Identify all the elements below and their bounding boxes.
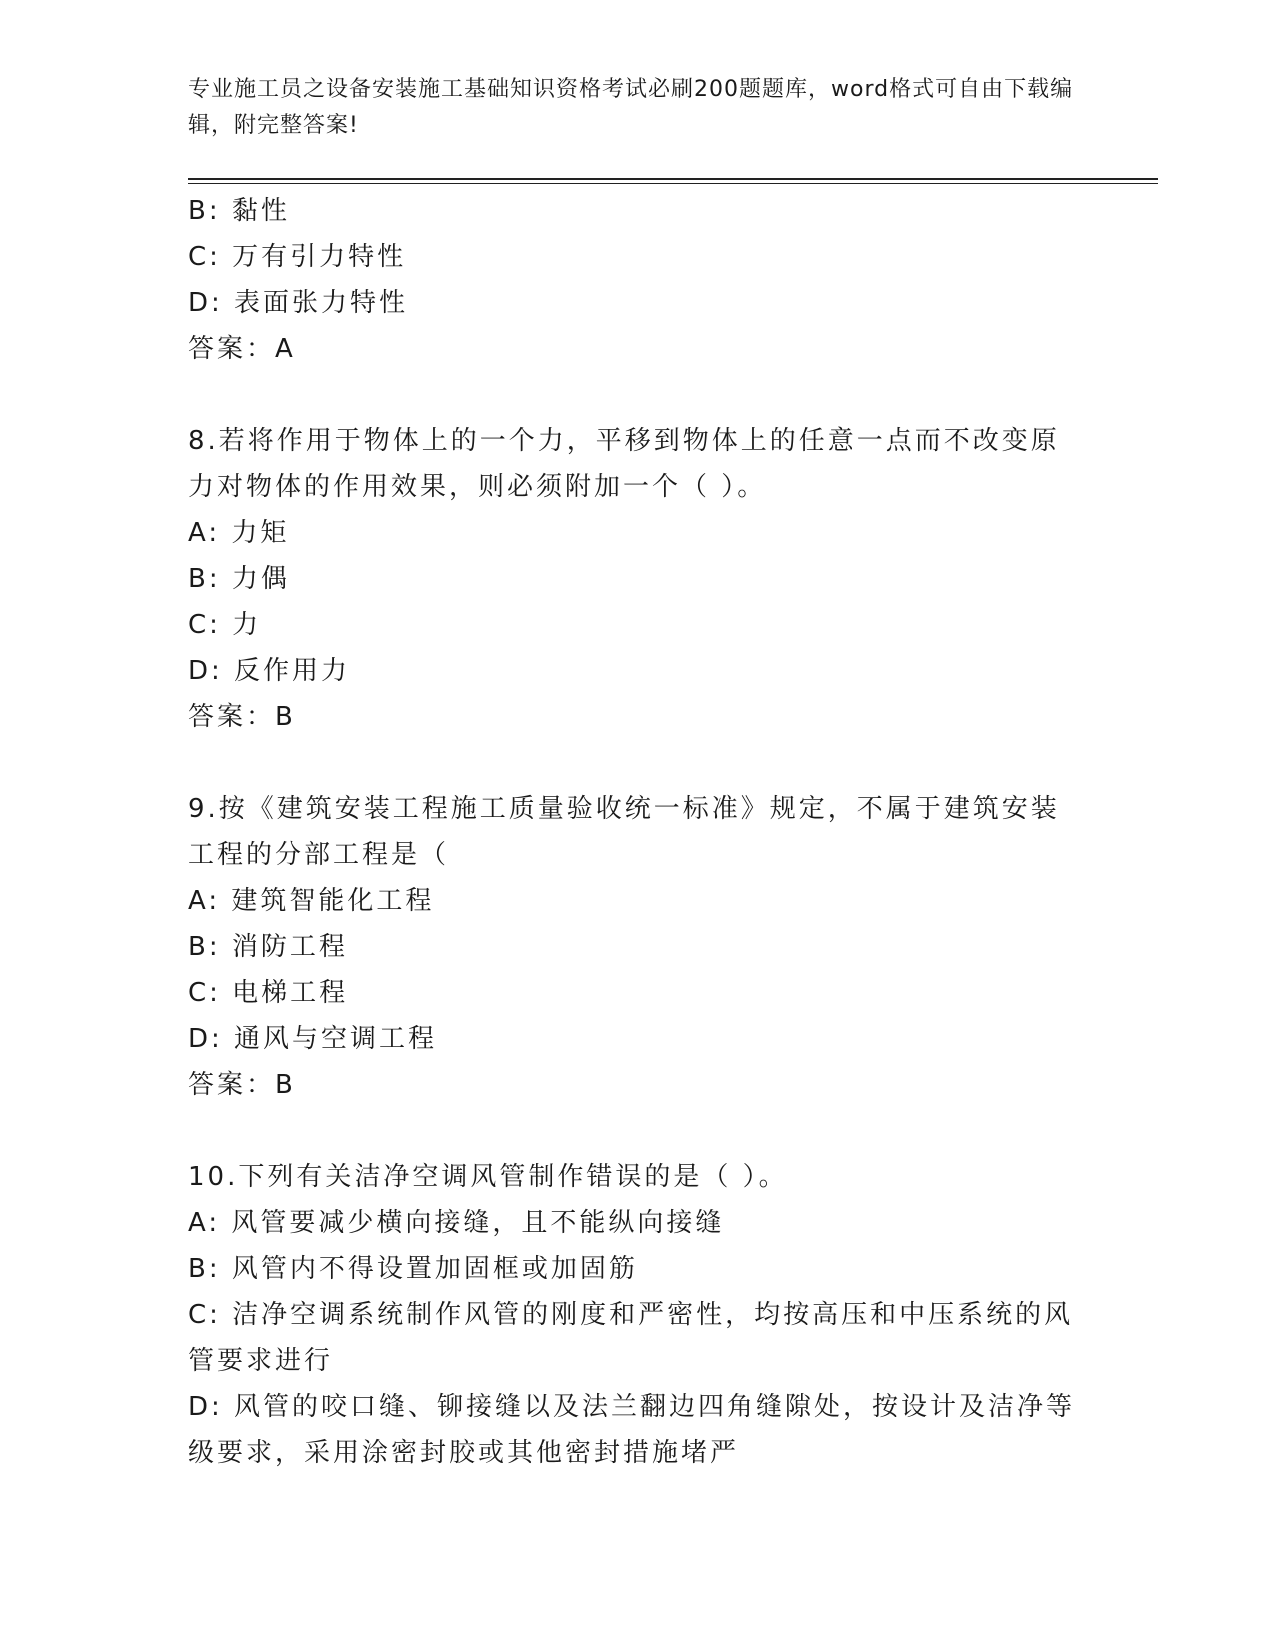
answer: 答案：A [188, 334, 296, 364]
option-d: D: 通风与空调工程 [188, 1024, 438, 1054]
header-divider-thin [188, 183, 1158, 184]
question-stem: 9.按《建筑安装工程施工质量验收统一标准》规定，不属于建筑安装 [188, 794, 1060, 824]
question-stem: 8.若将作用于物体上的一个力，平移到物体上的任意一点而不改变原 [188, 426, 1060, 456]
question-content [188, 188, 1088, 1476]
question-stem-cont: 力对物体的作用效果，则必须附加一个（ ）。 [188, 472, 767, 502]
header-title: 专业施工员之设备安装施工基础知识资格考试必刷200题题库，word格式可自由下载编辑，附完整答案! [188, 77, 1074, 138]
option-d-cont: 级要求，采用涂密封胶或其他密封措施堵严 [188, 1438, 740, 1468]
question-stem-cont: 工程的分部工程是（ [188, 840, 450, 870]
header-divider-thick [188, 178, 1158, 180]
option-c-cont: 管要求进行 [188, 1346, 334, 1376]
question-10 [188, 1154, 1088, 1476]
question-9 [188, 786, 1088, 1108]
answer: 答案：B [188, 702, 296, 732]
option-b: B: 力偶 [188, 564, 290, 594]
question-stem: 10.下列有关洁净空调风管制作错误的是（ ）。 [188, 1162, 788, 1192]
option-c: C: 万有引力特性 [188, 242, 407, 272]
option-a: A: 风管要减少横向接缝，且不能纵向接缝 [188, 1208, 725, 1238]
option-b: B: 消防工程 [188, 932, 348, 962]
option-a: A: 力矩 [188, 518, 290, 548]
option-c: C: 洁净空调系统制作风管的刚度和严密性，均按高压和中压系统的风 [188, 1300, 1074, 1330]
answer: 答案：B [188, 1070, 296, 1100]
document-header [188, 72, 1088, 144]
question-8 [188, 418, 1088, 740]
option-c: C: 力 [188, 610, 262, 640]
option-b: B: 风管内不得设置加固框或加固筋 [188, 1254, 638, 1284]
option-d: D: 反作用力 [188, 656, 351, 686]
option-b: B: 黏性 [188, 196, 290, 226]
option-c: C: 电梯工程 [188, 978, 349, 1008]
option-d: D: 风管的咬口缝、铆接缝以及法兰翻边四角缝隙处，按设计及洁净等 [188, 1392, 1076, 1422]
spacer [188, 372, 1088, 418]
option-a: A: 建筑智能化工程 [188, 886, 435, 916]
spacer [188, 1108, 1088, 1154]
question-7-tail [188, 188, 1088, 372]
option-d: D: 表面张力特性 [188, 288, 409, 318]
spacer [188, 740, 1088, 786]
